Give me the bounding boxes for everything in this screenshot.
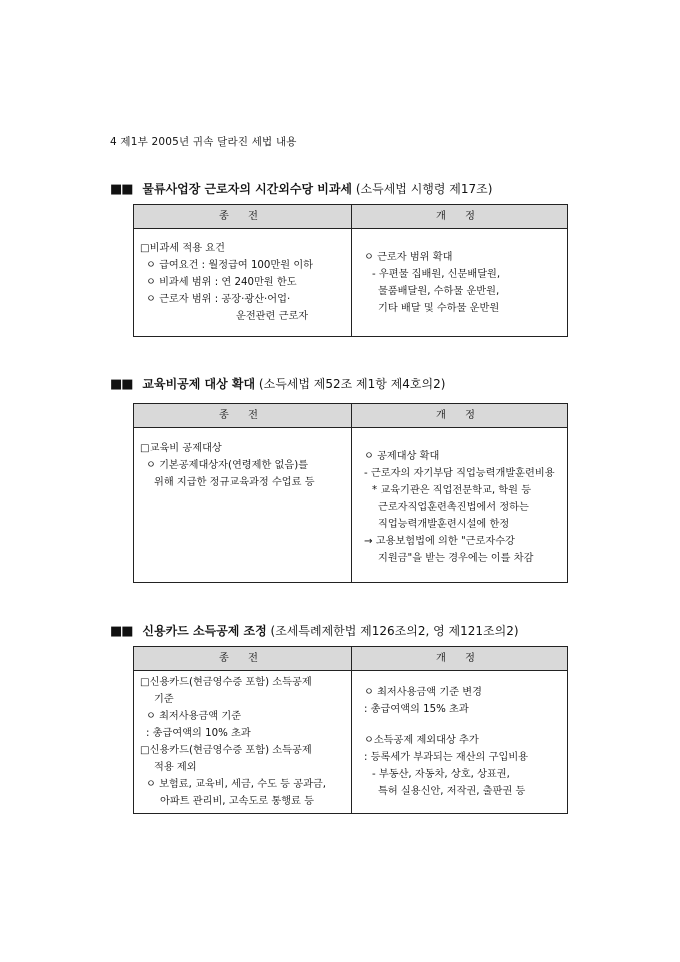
new-line: 물품배달원, 수하물 운반원, bbox=[378, 285, 500, 297]
old-cell bbox=[134, 428, 352, 583]
section-title-2 bbox=[110, 375, 445, 392]
new-line: ㅇ 근로자 범위 확대 bbox=[364, 251, 453, 263]
old-line: 기준 bbox=[154, 694, 174, 705]
table-header-row bbox=[134, 205, 568, 229]
new-line: 지원금"을 받는 경우에는 이를 차감 bbox=[378, 552, 534, 564]
table-row bbox=[134, 229, 568, 337]
new-line: 직업능력개발훈련시설에 한정 bbox=[378, 518, 510, 530]
section-reference: (소득세법 시행령 제17조) bbox=[355, 182, 493, 196]
new-line: ㅇ소득공제 제외대상 추가 bbox=[364, 735, 479, 746]
comparison-table-2 bbox=[133, 403, 568, 583]
old-cell bbox=[134, 671, 352, 814]
section-reference: (소득세법 제52조 제1항 제4호의2) bbox=[258, 377, 446, 391]
table-row bbox=[134, 671, 568, 814]
section-bullets: ■■ bbox=[110, 377, 133, 392]
old-line: 적용 제외 bbox=[154, 762, 197, 773]
section-reference: (조세특례제한법 제126조의2, 영 제121조의2) bbox=[270, 624, 519, 638]
new-cell bbox=[352, 229, 568, 337]
section-title-1 bbox=[110, 180, 492, 197]
new-line: : 등록세가 부과되는 재산의 구입비용 bbox=[364, 752, 529, 763]
old-line: ㅇ 최저사용금액 기준 bbox=[146, 711, 242, 722]
new-line: 특허 실용신안, 저작권, 출판권 등 bbox=[378, 786, 526, 797]
old-line: ㅇ 급여요건 : 월정급여 100만원 이하 bbox=[146, 260, 314, 271]
old-line: □신용카드(현금영수증 포함) 소득공제 bbox=[140, 745, 312, 756]
old-line: ㅇ 기본공제대상자(연령제한 없음)를 bbox=[146, 460, 309, 471]
old-line: □신용카드(현금영수증 포함) 소득공제 bbox=[140, 677, 312, 688]
old-line: 위해 지급한 정규교육과정 수업료 등 bbox=[154, 477, 315, 488]
section-bullets: ■■ bbox=[110, 182, 133, 197]
page-header: 4 제1부 2005년 귀속 달라진 세법 내용 bbox=[110, 136, 297, 148]
new-line: 근로자직업훈련촉진법에서 정하는 bbox=[378, 501, 529, 513]
section-title-3 bbox=[110, 622, 519, 639]
column-old: 종 전 bbox=[134, 647, 352, 671]
comparison-table-1 bbox=[133, 204, 568, 337]
old-line: ㅇ 보험료, 교육비, 세금, 수도 등 공과금, bbox=[146, 779, 326, 790]
old-line: 아파트 관리비, 고속도로 통행료 등 bbox=[160, 796, 314, 807]
old-line: ㅇ 근로자 범위 : 공장·광산·어업· bbox=[146, 294, 291, 305]
section-heading: 물류사업장 근로자의 시간외수당 비과세 bbox=[142, 182, 353, 196]
old-line: □비과세 적용 요건 bbox=[140, 243, 225, 254]
column-new: 개 정 bbox=[352, 205, 568, 229]
old-line: □교육비 공제대상 bbox=[140, 443, 222, 454]
column-new: 개 정 bbox=[352, 404, 568, 428]
new-line: - 우편물 집배원, 신문배달원, bbox=[372, 268, 501, 280]
new-line: → 고용보험법에 의한 "근로자수강 bbox=[364, 535, 515, 547]
old-line: 운전관련 근로자 bbox=[236, 311, 309, 322]
column-old: 종 전 bbox=[134, 205, 352, 229]
old-line: : 총급여액의 10% 초과 bbox=[146, 728, 251, 739]
new-cell bbox=[352, 428, 568, 583]
section-heading: 교육비공제 대상 확대 bbox=[142, 377, 256, 391]
comparison-table-3 bbox=[133, 646, 568, 814]
old-line: ㅇ 비과세 범위 : 연 240만원 한도 bbox=[146, 277, 297, 288]
new-cell bbox=[352, 671, 568, 814]
table-row bbox=[134, 428, 568, 583]
table-header-row bbox=[134, 647, 568, 671]
column-old: 종 전 bbox=[134, 404, 352, 428]
old-cell bbox=[134, 229, 352, 337]
section-bullets: ■■ bbox=[110, 624, 133, 639]
new-line: - 근로자의 자기부담 직업능력개발훈련비용 bbox=[364, 467, 555, 479]
new-line: : 총급여액의 15% 초과 bbox=[364, 704, 469, 715]
new-line: ㅇ 공제대상 확대 bbox=[364, 450, 440, 462]
section-heading: 신용카드 소득공제 조정 bbox=[142, 624, 267, 638]
column-new: 개 정 bbox=[352, 647, 568, 671]
new-line: * 교육기관은 직업전문학교, 학원 등 bbox=[372, 484, 532, 496]
table-header-row bbox=[134, 404, 568, 428]
new-line: - 부동산, 자동차, 상호, 상표권, bbox=[372, 769, 510, 780]
new-line: 기타 배달 및 수하물 운반원 bbox=[378, 302, 500, 314]
new-line: ㅇ 최저사용금액 기준 변경 bbox=[364, 687, 482, 698]
